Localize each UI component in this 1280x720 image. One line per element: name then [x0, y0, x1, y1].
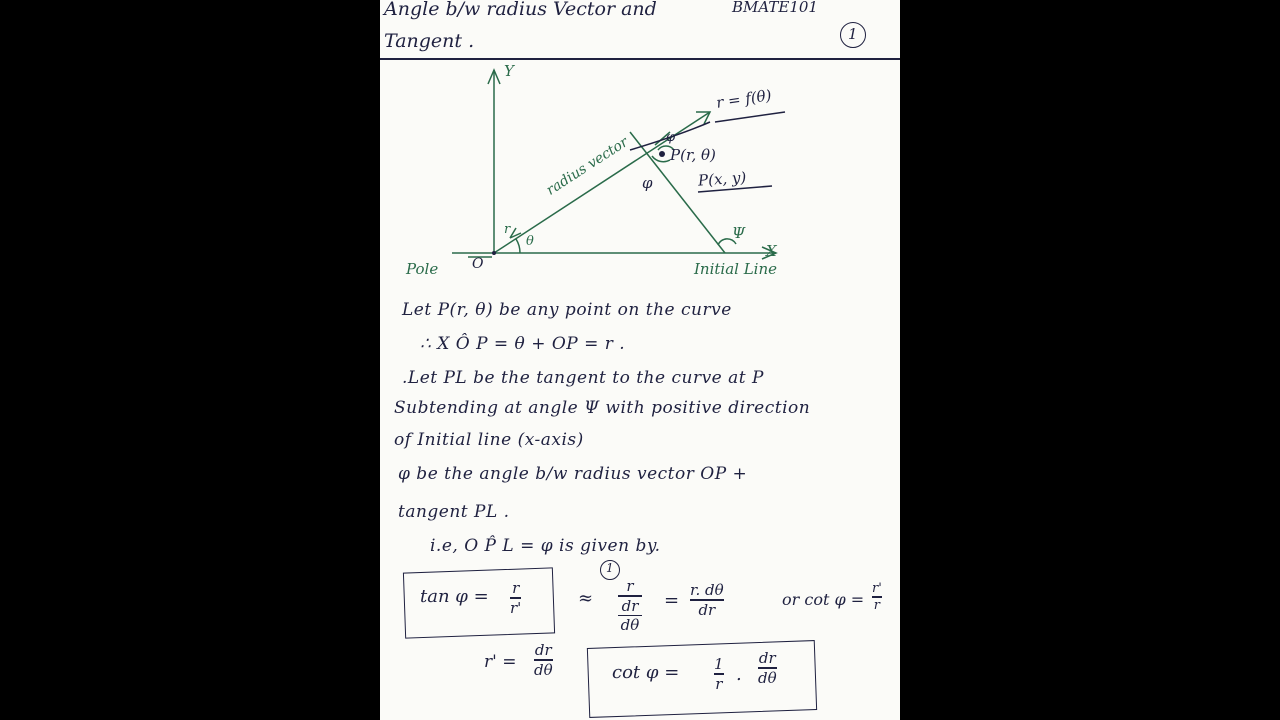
body-line-7: tangent PL .: [398, 502, 510, 522]
point-polar-label: P(r, θ): [670, 146, 716, 164]
frac-den-dtheta-2: dθ: [534, 660, 553, 679]
body-line-4: Subtending at angle Ψ with positive direction: [394, 398, 811, 418]
x-axis-label: X: [766, 242, 777, 260]
frac-num-r: r: [512, 579, 520, 597]
body-line-6: φ be the angle b/w radius vector OP +: [398, 464, 748, 484]
frac-den-dtheta-3: dθ: [758, 668, 777, 687]
cot-phi-lhs: cot φ =: [612, 662, 680, 683]
point-p: [659, 151, 665, 157]
origin-point: [492, 251, 496, 255]
origin-label: O: [472, 256, 484, 272]
frac-den-dr-2: dr: [698, 600, 716, 619]
psi-label: Ψ: [732, 224, 746, 242]
polar-diagram: [380, 0, 900, 300]
frac-num-r2: r: [626, 577, 634, 595]
frac-num-dr-2: dr: [758, 649, 776, 667]
mult-dot: .: [736, 664, 742, 685]
frac-num-dr: dr: [534, 641, 552, 659]
body-line-8: i.e, O P̂ L = φ is given by.: [430, 536, 661, 556]
frac-den-dr: dr: [621, 596, 639, 615]
initial-line-label: Initial Line: [694, 260, 778, 278]
phi-arc: [652, 156, 670, 162]
curve-label: r = f(θ): [715, 86, 773, 112]
frac-den-r: r: [873, 597, 880, 613]
curve-label-underline: [715, 112, 785, 122]
r-dtheta-over-dr: [690, 582, 724, 618]
rprime-def: r' =: [484, 652, 517, 672]
radius-vector-label: radius vector: [543, 134, 632, 199]
one-over-r: [714, 656, 724, 692]
frac-num-rprime: r': [872, 581, 882, 596]
theta-arc: [516, 239, 520, 253]
title-line-2: Tangent .: [384, 30, 475, 52]
eq-number-circle: [600, 560, 620, 580]
dr-over-dtheta-2: [758, 650, 777, 686]
r-label: r: [504, 222, 511, 237]
r-over-rprime: [510, 580, 521, 616]
body-line-1: Let P(r, θ) be any point on the curve: [402, 300, 732, 320]
course-code: BMATE101: [732, 0, 818, 16]
point-cart-label: P(x, y): [697, 168, 747, 190]
frac-den-rprime: r': [510, 598, 522, 617]
body-line-5: of Initial line (x-axis): [394, 430, 584, 450]
frac-den-dtheta: dθ: [620, 616, 640, 634]
r-over-dr-dtheta: [618, 578, 642, 633]
frac-den-r-2: r: [715, 674, 723, 693]
theta-label: θ: [526, 234, 534, 249]
y-axis-label: Y: [504, 62, 514, 80]
approx-sign: ≈: [578, 588, 594, 609]
dr-over-dtheta: [534, 642, 553, 678]
body-line-2: ∴ X Ô P = θ + OP = r .: [420, 334, 626, 354]
eq-number: 1: [606, 561, 614, 575]
frac-num-one: 1: [714, 655, 724, 673]
equals-sign: =: [664, 590, 680, 611]
title-line-1: Angle b/w radius Vector and: [384, 0, 657, 20]
phi-label: φ: [642, 174, 653, 192]
rprime-over-r: [872, 582, 882, 612]
radius-vector-line: [494, 112, 710, 253]
page-number: 1: [848, 25, 858, 43]
body-line-3: .Let PL be the tangent to the curve at P: [402, 368, 764, 388]
tan-phi-lhs: tan φ =: [420, 586, 489, 607]
pole-label: Pole: [406, 260, 439, 278]
phi-label-top: φ: [666, 130, 676, 145]
or-cot-phi: or cot φ =: [782, 590, 865, 609]
notebook-page: [380, 0, 900, 720]
frac-num-rdtheta: r. dθ: [690, 581, 724, 599]
